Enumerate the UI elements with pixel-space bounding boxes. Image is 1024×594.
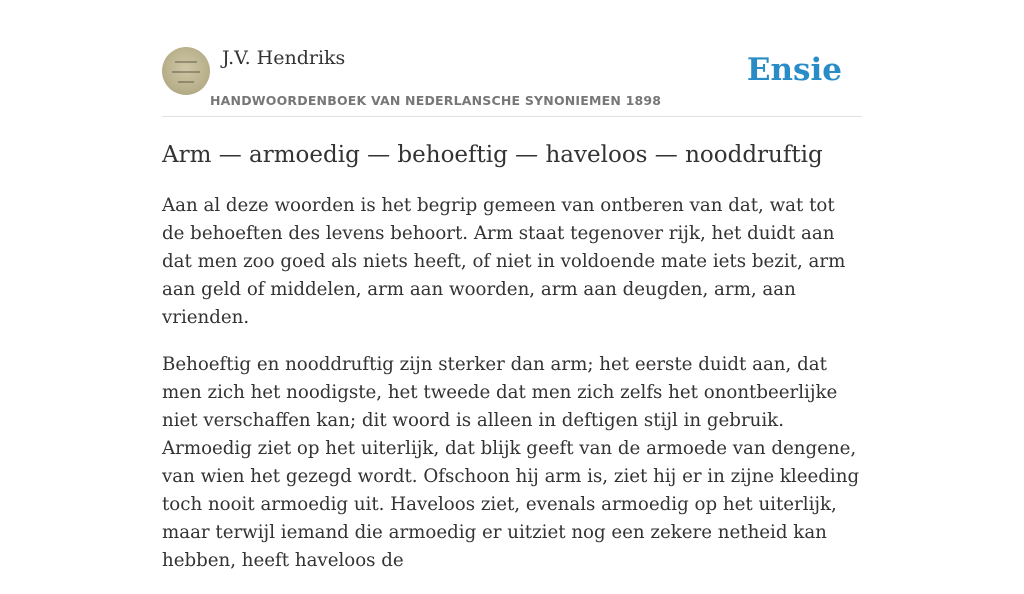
paragraph: Aan al deze woorden is het begrip gemeen van ontberen van dat, wat tot de behoeften des levens behoort. Arm staat tegenover rijk, het duidt aan dat men zoo goed als niets heeft, of niet in voldoende mate iets bezit, arm aan geld of middelen, arm aan woorden, arm aan deugden, arm, aan vrienden. — [162, 195, 846, 328]
article-body — [162, 192, 862, 594]
source-title[interactable]: HANDWOORDENBOEK VAN NEDERLANSCHE SYNONIEMEN 1898 — [210, 93, 662, 108]
author-name[interactable]: J.V. Hendriks — [222, 47, 346, 69]
book-cover-icon[interactable] — [162, 47, 210, 95]
ensie-logo[interactable]: Ensie — [746, 52, 842, 88]
page-title: Arm — armoedig — behoeftig — haveloos — nooddruftig — [162, 142, 823, 168]
paragraph: Behoeftig en nooddruftig zijn sterker dan arm; het eerste duidt aan, dat men zich het noodigste, het tweede dat men zich zelfs het onontbeerlijke niet verschaffen kan; dit woord is alleen in deftigen stijl in gebruik. Armoedig ziet op het uiterlijk, dat blijk geeft van de armoede van dengene, van wien het gezegd wordt. Ofschoon hij arm is, ziet hij er in zijne kleeding toch nooit armoedig uit. Haveloos ziet, evenals armoedig op het uiterlijk, maar terwijl iemand die armoedig er uitziet nog een zekere netheid kan hebben, heeft haveloos de — [162, 354, 860, 571]
header — [162, 0, 862, 117]
cover-line — [172, 71, 200, 73]
cover-line — [175, 61, 197, 63]
cover-line — [178, 81, 194, 83]
